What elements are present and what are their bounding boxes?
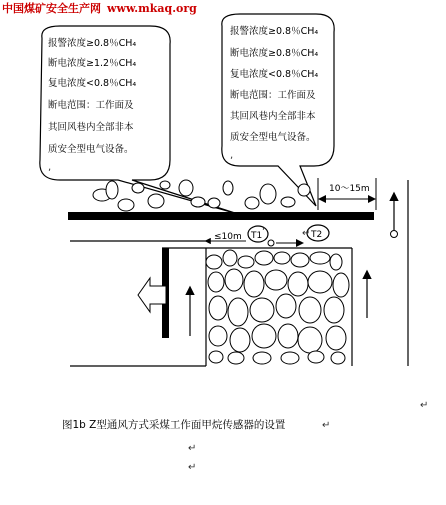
goaf-rocks-face bbox=[206, 250, 349, 364]
right-bubble-line-5: 其回风巷内全部非本 bbox=[230, 111, 316, 122]
left-bubble-line-3: 复电浓度<0.8％CH₄ bbox=[48, 78, 137, 89]
right-bubble-line-4: 断电范围：工作面及 bbox=[230, 90, 316, 101]
dimension-top-label: 10～15m bbox=[329, 184, 370, 194]
figure-caption: 图1b Z型通风方式采煤工作面甲烷传感器的设置 bbox=[62, 419, 286, 431]
return-mark-1: ↵ bbox=[420, 400, 429, 411]
right-bubble bbox=[222, 14, 334, 206]
sensor-t2-label: T2 bbox=[311, 230, 323, 240]
goaf-rocks-top bbox=[93, 180, 310, 211]
dimension-top-right bbox=[318, 178, 376, 210]
right-bubble-line-3: 复电浓度<0.8％CH₄ bbox=[230, 69, 319, 80]
sensor-small-mid bbox=[268, 240, 274, 246]
right-bubble-line-6: 质安全型电气设备。 bbox=[230, 132, 316, 143]
left-bubble-line-4: 断电范围：工作面及 bbox=[48, 100, 134, 111]
left-bubble-line-2: 断电浓度≥1.2％CH₄ bbox=[48, 58, 137, 69]
sensor-t1-label: T1 bbox=[251, 231, 263, 241]
left-bubble-line-1: 报警浓度≥0.8％CH₄ bbox=[48, 38, 137, 49]
right-bubble-line-1: 报警浓度≥0.8％CH₄ bbox=[230, 26, 319, 37]
comma-mark: , bbox=[262, 221, 266, 232]
return-mark-2: ↵ bbox=[188, 443, 197, 454]
sensor-small-right bbox=[391, 231, 398, 238]
top-wall bbox=[68, 212, 374, 220]
airflow-hollow-left-arrow bbox=[138, 278, 166, 312]
return-mark-4: ↵ bbox=[302, 228, 311, 239]
watermark-site-name: 中国煤矿安全生产网 bbox=[2, 2, 101, 15]
return-mark-5: ↵ bbox=[322, 420, 331, 431]
return-mark-3: ↵ bbox=[188, 462, 197, 473]
right-bubble-line-7: , bbox=[230, 150, 234, 161]
left-bubble-line-5: 其回风巷内全部非本 bbox=[48, 122, 134, 133]
watermark-url: www.mkaq.org bbox=[107, 2, 197, 15]
dimension-near-t1 bbox=[206, 232, 246, 242]
left-bubble-line-6: 质安全型电气设备。 bbox=[48, 144, 134, 155]
right-bubble-line-2: 断电浓度≥0.8％CH₄ bbox=[230, 48, 319, 59]
left-bubble-line-7: , bbox=[48, 162, 52, 173]
dimension-near-t1-label: ≤10m bbox=[214, 232, 242, 242]
